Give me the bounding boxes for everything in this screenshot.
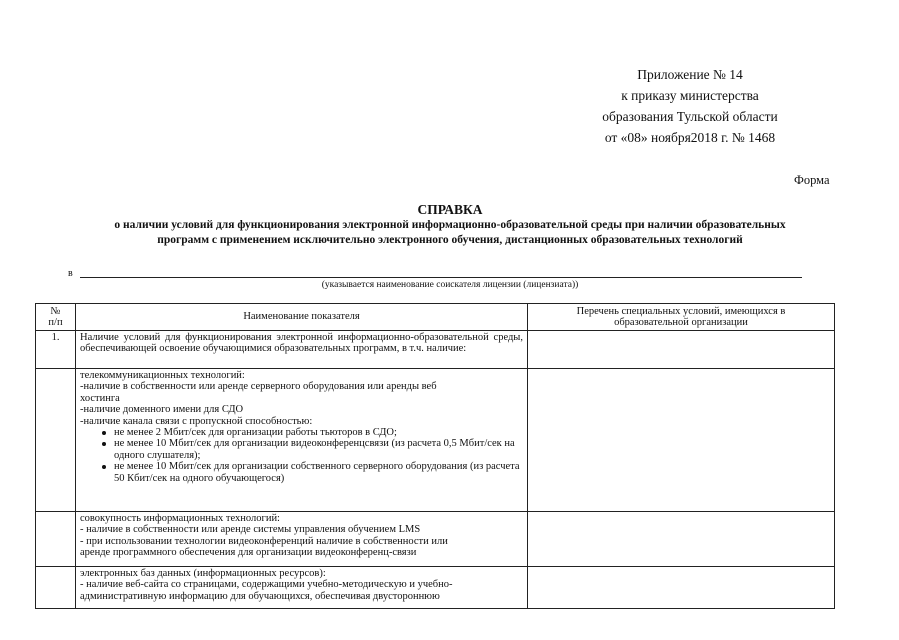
telecom-heading: телекоммуникационных технологий: <box>80 370 245 381</box>
bullet-text: не менее 2 Мбит/сек для организации работы тьюторов в СДО; <box>114 427 397 439</box>
header-list-line-1: Перечень специальных условий, имеющихся в <box>576 305 786 317</box>
telecom-hosting: хостинга <box>80 392 120 404</box>
appendix-ministry: образования Тульской области <box>602 109 778 124</box>
bullet-text: не менее 10 Мбит/сек для организации собственного серверного оборудования (из расчета 50 Кбит/сек на одного обучающегося) <box>114 461 520 484</box>
table-row <box>36 512 835 567</box>
appendix-date: от «08» ноября2018 г. № 1468 <box>604 130 776 145</box>
table-row <box>36 369 835 512</box>
header-list-line-2: образовательной организации <box>614 317 748 328</box>
row-conditions-cell <box>528 512 835 567</box>
bullet-item <box>80 461 523 484</box>
applicant-name-line <box>80 277 802 278</box>
appendix-number: Приложение № 14 <box>637 67 743 82</box>
row-number: 1. <box>36 331 76 369</box>
appendix-order-ref: к приказу министерства <box>621 88 759 103</box>
row-indicator-telecom <box>76 369 528 512</box>
databases-website: - наличие веб-сайта со страницами, содержащими учебно-методическую и учебно- <box>80 579 453 591</box>
conditions-table <box>35 303 835 609</box>
row-number-empty <box>36 369 76 512</box>
telecom-channel: -наличие канала связи с пропускной способностью: <box>80 415 313 427</box>
row-indicator-databases <box>76 567 528 609</box>
bullet-item <box>80 438 523 461</box>
databases-info: административную информацию для обучающихся, обеспечивая двустороннюю <box>80 590 440 602</box>
telecom-server: -наличие в собственности или аренде серверного оборудования или аренды веб <box>80 381 437 393</box>
databases-heading: электронных баз данных (информационных ресурсов): <box>80 568 326 579</box>
row-indicator-infotech <box>76 512 528 567</box>
table-row <box>36 331 835 369</box>
appendix-header <box>560 64 820 148</box>
bullet-icon <box>102 431 106 435</box>
row-conditions-cell <box>528 331 835 369</box>
infotech-lms: - наличие в собственности или аренде системы управления обучением LMS <box>80 524 421 536</box>
header-number-line-2: п/п <box>48 317 63 328</box>
row-conditions-cell <box>528 369 835 512</box>
table-row <box>36 567 835 609</box>
row-conditions-cell <box>528 567 835 609</box>
applicant-note: (указывается наименование соискателя лицензии (лицензиата)) <box>321 280 579 290</box>
row-indicator: Наличие условий для функционирования электронной информационно-образовательной среды, обеспечивающей освоение обучающимися образовательных программ, в т.ч. наличие: <box>76 331 528 369</box>
bullet-icon <box>102 442 106 446</box>
bullet-item <box>80 427 523 438</box>
subtitle-line-2: программ с применением исключительно электронного обучения, дистанционных образовательных технологий <box>157 234 743 246</box>
header-number-line-1: № <box>50 305 61 317</box>
document-subtitle <box>40 218 860 248</box>
header-number <box>36 304 76 331</box>
infotech-video-software: аренде программного обеспечения для организации видеоконференц-связи <box>80 547 417 559</box>
bullet-icon <box>102 465 106 469</box>
subtitle-line-1: о наличии условий для функционирования электронной информационно-образовательной среды при наличии образовательных <box>114 219 786 231</box>
row-number-empty <box>36 512 76 567</box>
table-header-row <box>36 304 835 331</box>
row-number-empty <box>36 567 76 609</box>
infotech-video: - при использовании технологии видеоконференций наличие в собственности или <box>80 535 448 547</box>
bullet-text: не менее 10 Мбит/сек для организации видеоконференцсвязи (из расчета 0,5 Мбит/сек на одного слушателя); <box>114 438 515 461</box>
header-conditions-list <box>528 304 835 331</box>
form-label: Форма <box>794 173 830 187</box>
header-indicator-name: Наименование показателя <box>76 304 528 331</box>
applicant-prefix: в <box>68 268 73 279</box>
telecom-domain: -наличие доменного имени для СДО <box>80 404 244 416</box>
infotech-heading: совокупность информационных технологий: <box>80 513 280 524</box>
document-title: СПРАВКА <box>417 202 483 217</box>
